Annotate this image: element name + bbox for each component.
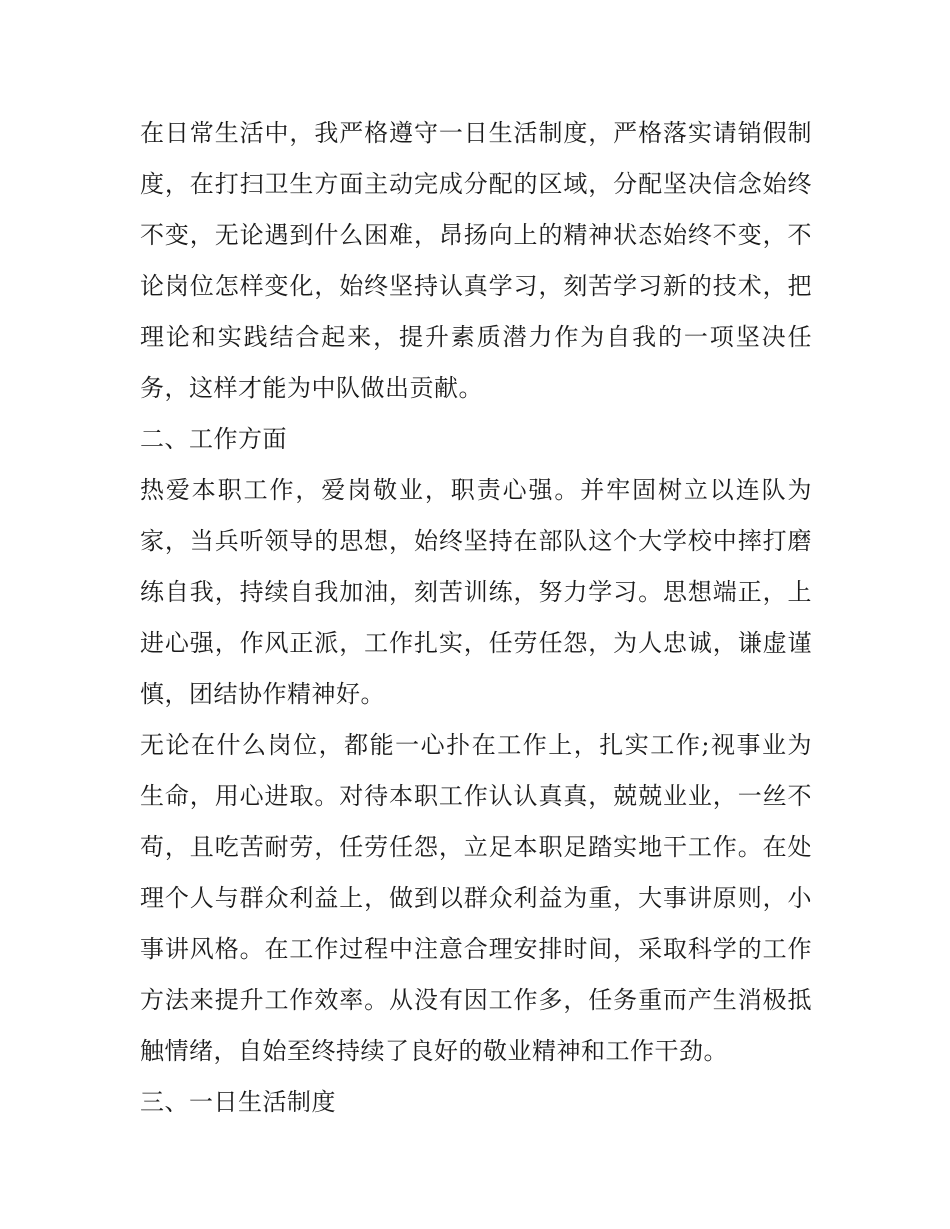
text-line: 度，在打扫卫生方面主动完成分配的区域，分配坚决信念始终 (140, 170, 812, 198)
text-line: 生命，用心进取。对待本职工作认认真真，兢兢业业，一丝不 (140, 782, 812, 810)
text-line: 练自我，持续自我加油，刻苦训练，努力学习。思想端正，上 (140, 578, 812, 606)
text-line: 苟，且吃苦耐劳，任劳任怨，立足本职足踏实地干工作。在处 (140, 833, 812, 861)
text-line: 方法来提升工作效率。从没有因工作多，任务重而产生消极抵 (140, 986, 812, 1014)
text-line: 家，当兵听领导的思想，始终坚持在部队这个大学校中摔打磨 (140, 527, 812, 555)
text-line: 理个人与群众利益上，做到以群众利益为重，大事讲原则，小 (140, 884, 812, 912)
text-line: 触情绪，自始至终持续了良好的敬业精神和工作干劲。 (140, 1037, 728, 1065)
document-body (140, 108, 812, 1128)
text-line: 论岗位怎样变化，始终坚持认真学习，刻苦学习新的技术，把 (140, 272, 812, 300)
text-line: 二、工作方面 (140, 425, 287, 453)
text-line: 务，这样才能为中队做出贡献。 (140, 374, 483, 402)
text-line: 热爱本职工作，爱岗敬业，职责心强。并牢固树立以连队为 (140, 476, 812, 504)
text-line: 理论和实践结合起来，提升素质潜力作为自我的一项坚决任 (140, 323, 812, 351)
text-line: 不变，无论遇到什么困难，昂扬向上的精神状态始终不变，不 (140, 221, 812, 249)
text-line: 三、一日生活制度 (140, 1088, 336, 1116)
text-line: 慎，团结协作精神好。 (140, 680, 385, 708)
text-line: 事讲风格。在工作过程中注意合理安排时间，采取科学的工作 (140, 935, 812, 963)
text-line: 进心强，作风正派，工作扎实，任劳任怨，为人忠诚，谦虚谨 (140, 629, 812, 657)
text-line: 在日常生活中，我严格遵守一日生活制度，严格落实请销假制 (140, 119, 812, 147)
text-line: 无论在什么岗位，都能一心扑在工作上，扎实工作;视事业为 (140, 731, 812, 759)
